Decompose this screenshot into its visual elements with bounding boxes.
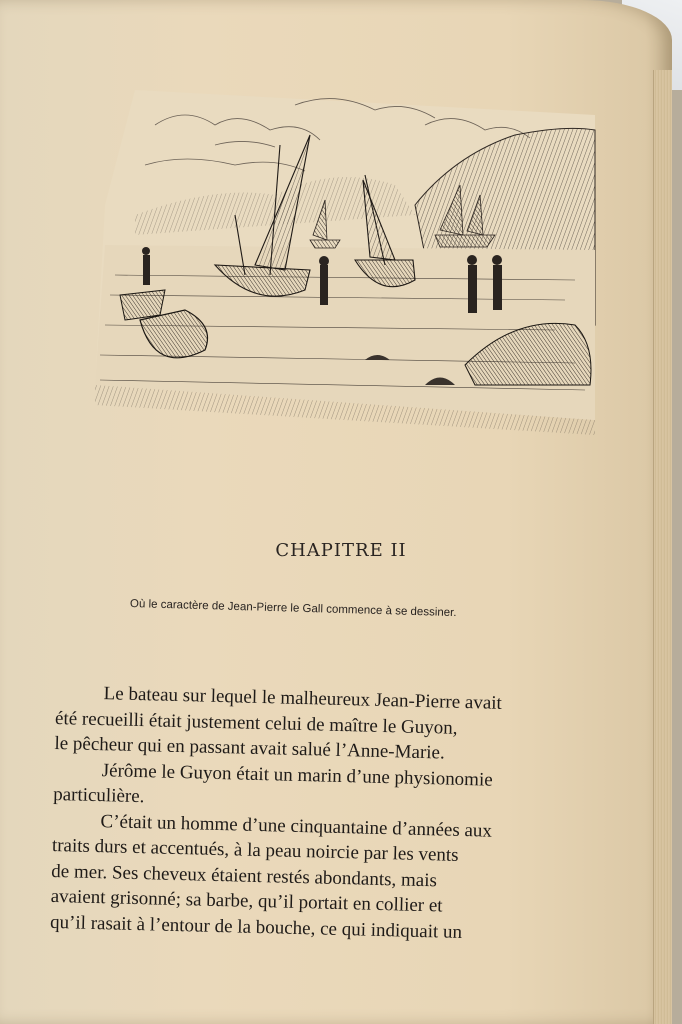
- chapter-title: CHAPITRE II: [275, 540, 407, 561]
- beach-boats-engraving: [95, 85, 600, 435]
- body-text: [50, 680, 576, 948]
- body-line: Jérôme le Guyon était un marin d’une physionomie: [101, 759, 493, 791]
- body-line: C’était un homme d’une cinquantaine d’années aux: [100, 810, 493, 842]
- body-line: de mer. Ses cheveux étaient restés abondants, mais: [51, 860, 438, 891]
- body-line: avaient grisonné; sa barbe, qu’il portait en collier et: [50, 885, 443, 917]
- body-line: traits durs et accentués, à la peau noircie par les vents: [51, 834, 459, 866]
- body-line: le pêcheur qui en passant avait salué l’Anne-Marie.: [54, 732, 445, 764]
- body-line: été recueilli était justement celui de maître le Guyon,: [54, 707, 458, 739]
- body-line: qu’il rasait à l’entour de la bouche, ce qui indiquait un: [49, 911, 463, 943]
- engraving-illustration: [95, 85, 600, 435]
- body-line: particulière.: [52, 783, 145, 808]
- chapter-summary: Où le caractère de Jean-Pierre le Gall commence à se dessiner.: [129, 598, 457, 620]
- body-line: Le bateau sur lequel le malheureux Jean-Pierre avait: [103, 683, 503, 714]
